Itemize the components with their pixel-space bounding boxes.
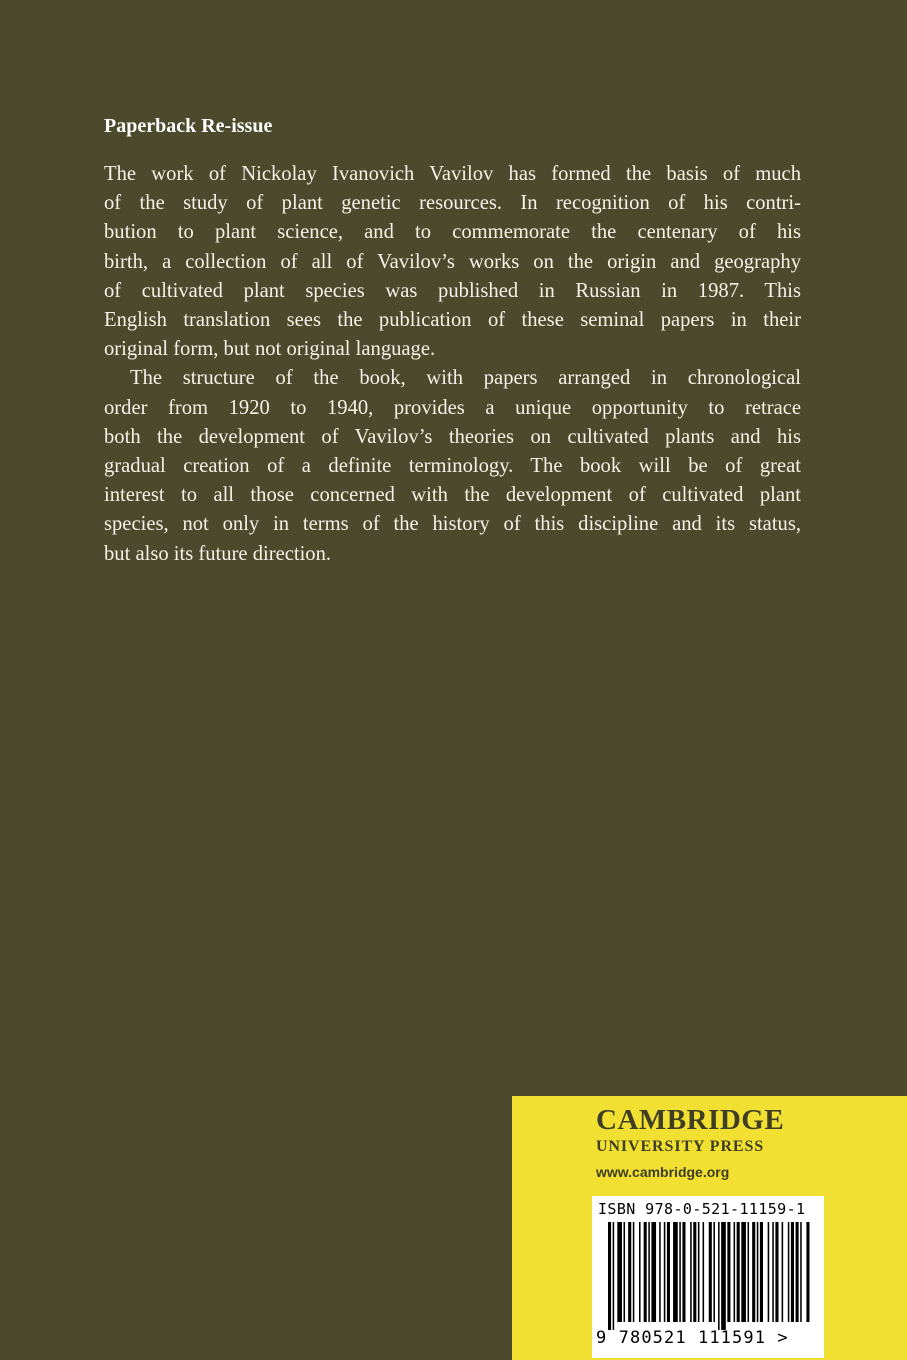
barcode-bars [598, 1222, 818, 1330]
barcode-bar [679, 1222, 681, 1322]
barcode-bar [713, 1222, 715, 1322]
barcode-bar [772, 1222, 774, 1322]
barcode-bar [698, 1222, 700, 1322]
isbn-label: ISBN 978-0-521-11159-1 [598, 1200, 806, 1218]
blurb-line: species, not only in terms of the history of this discipline and its status, [104, 513, 801, 536]
barcode-bar [659, 1222, 661, 1322]
barcode-bar [608, 1222, 611, 1330]
barcode-bar [775, 1222, 778, 1322]
blurb-line: order from 1920 to 1940, provides a unique opportunity to retrace [104, 396, 801, 419]
barcode-bar [757, 1222, 759, 1322]
barcode-bar [709, 1222, 712, 1322]
barcode-bar [806, 1222, 809, 1322]
barcode-bar [693, 1222, 696, 1322]
publisher-name: CAMBRIDGE [596, 1104, 785, 1136]
barcode-bar [651, 1222, 656, 1322]
publisher-logo [596, 1104, 836, 1158]
blurb-line: birth, a collection of all of Vavilov’s works on the origin and geography [104, 250, 801, 273]
blurb-line: of the study of plant genetic resources. In recognition of his contri- [104, 192, 801, 215]
barcode-bar [737, 1222, 740, 1322]
blurb-line: The work of Nickolay Ivanovich Vavilov has formed the basis of much [104, 163, 801, 185]
barcode-bar [648, 1222, 650, 1322]
blurb-line: of cultivated plant species was published in Russian in 1987. This [104, 279, 801, 302]
barcode-bar [639, 1222, 641, 1322]
barcode-bar [664, 1222, 666, 1322]
blurb-line: original form, but not original language. [104, 338, 436, 361]
barcode-bar [617, 1222, 622, 1322]
blurb [104, 112, 801, 569]
publisher-panel [512, 1096, 907, 1360]
barcode-bar [644, 1222, 647, 1322]
barcode-bar [690, 1222, 692, 1322]
publisher-subtitle: UNIVERSITY PRESS [596, 1138, 765, 1155]
barcode-bar [800, 1222, 802, 1322]
barcode-bar [628, 1222, 631, 1322]
blurb-line: English translation sees the publication of these seminal papers in their [104, 309, 801, 332]
barcode-bar [667, 1222, 670, 1322]
barcode-bar [782, 1222, 784, 1322]
barcode-digits: 9 780521 111591 > [596, 1328, 789, 1348]
blurb-line: The structure of the book, with papers arranged in chronological [130, 367, 801, 390]
barcode-bar [788, 1222, 790, 1322]
blurb-line: gradual creation of a definite terminology. The book will be of great [104, 455, 801, 478]
barcode-bar [613, 1222, 615, 1330]
barcode-bar [721, 1222, 726, 1330]
blurb-paragraph-1 [104, 160, 801, 364]
barcode-bar [727, 1222, 730, 1322]
barcode-bar [703, 1222, 705, 1322]
blurb-line: interest to all those concerned with the development of cultivated plant [104, 484, 801, 507]
isbn-barcode [592, 1196, 824, 1358]
barcode-bar [791, 1222, 794, 1322]
blurb-paragraph-2 [104, 364, 801, 568]
barcode-bar [633, 1222, 635, 1322]
blurb-heading: Paperback Re-issue [104, 115, 273, 137]
publisher-url: www.cambridge.org [596, 1164, 730, 1180]
barcode-bar [741, 1222, 746, 1322]
barcode-bar [734, 1222, 736, 1322]
barcode-bar [768, 1222, 770, 1322]
blurb-line: bution to plant science, and to commemorate the centenary of his [104, 221, 801, 244]
barcode-bar [624, 1222, 626, 1322]
barcode-bar [682, 1222, 685, 1322]
blurb-line: both the development of Vavilov’s theories on cultivated plants and his [104, 425, 801, 448]
barcode-bar [718, 1222, 720, 1330]
barcode-bar [748, 1222, 750, 1322]
barcode-bar [796, 1222, 799, 1322]
barcode-bar [673, 1222, 678, 1322]
barcode-bar [752, 1222, 755, 1322]
barcode-bar [760, 1222, 763, 1322]
blurb-line: but also its future direction. [104, 542, 332, 565]
